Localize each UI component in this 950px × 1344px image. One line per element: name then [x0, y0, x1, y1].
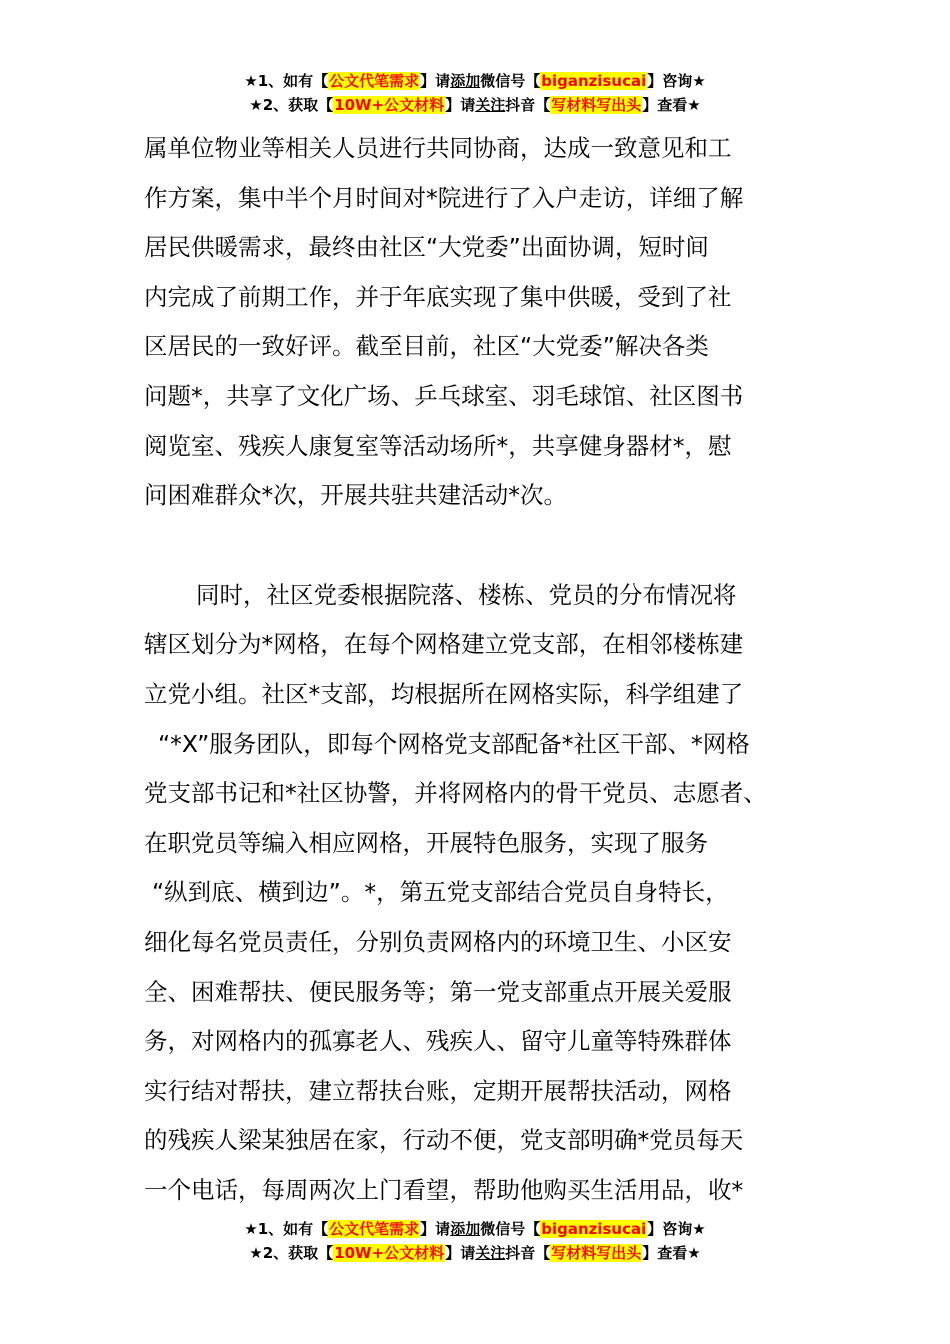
text-line: 问题*，共享了文化广场、乒乓球室、羽毛球馆、社区图书 [144, 381, 744, 410]
paragraph-gap [144, 521, 824, 571]
highlight-need: 公文代笔需求 [329, 1220, 420, 1238]
banner-line-1: ★1、如有【公文代笔需求】请添加微信号【biganzisucai】咨询★ [244, 1220, 706, 1238]
highlight-materials: 10W+公文材料 [334, 1244, 445, 1262]
text-line: 细化每名党员责任，分别负责网格内的环境卫生、小区安 [144, 927, 732, 956]
text-line: 实行结对帮扶，建立帮扶台账，定期开展帮扶活动，网格 [144, 1076, 732, 1105]
text-line: 全、困难帮扶、便民服务等；第一党支部重点开展关爱服 [144, 977, 732, 1006]
highlight-materials: 10W+公文材料 [334, 96, 445, 114]
text-line: 阅览室、残疾人康复室等活动场所*，共享健身器材*，慰 [144, 431, 732, 460]
text-line: 同时，社区党委根据院落、楼栋、党员的分布情况将 [196, 580, 737, 609]
highlight-douyin: 写材料写出头 [551, 1244, 642, 1262]
banner-line-2: ★2、获取【10W+公文材料】请关注抖音【写材料写出头】查看★ [249, 96, 701, 114]
footer-banner [0, 1218, 950, 1266]
star-icon: ★ [244, 72, 258, 90]
star-icon: ★ [249, 96, 263, 114]
star-icon: ★ [244, 1220, 258, 1238]
paragraph-2 [144, 571, 824, 1216]
banner-line-2: ★2、获取【10W+公文材料】请关注抖音【写材料写出头】查看★ [249, 1244, 701, 1262]
text-line: 在职党员等编入相应网格，开展特色服务，实现了服务 [144, 828, 708, 857]
text-line: “纵到底、横到边”。*，第五党支部结合党员自身特长， [152, 878, 729, 907]
document-body [144, 124, 824, 1215]
highlight-need: 公文代笔需求 [329, 72, 420, 90]
text-line: 内完成了前期工作，并于年底实现了集中供暖，受到了社 [144, 282, 732, 311]
text-line: “*X”服务团队，即每个网格党支部配备*社区干部、*网格 [158, 729, 750, 758]
highlight-wechat: biganzisucai [541, 1220, 647, 1238]
paragraph-1 [144, 124, 824, 521]
text-line: 问困难群众*次，开展共驻共建活动*次。 [144, 481, 567, 510]
text-line: 属单位物业等相关人员进行共同协商，达成一致意见和工 [144, 134, 732, 162]
highlight-wechat: biganzisucai [541, 72, 647, 90]
text-line: 务，对网格内的孤寡老人、残疾人、留守儿童等特殊群体 [144, 1027, 732, 1056]
text-line: 立党小组。社区*支部，均根据所在网格实际，科学组建了 [144, 679, 744, 708]
highlight-douyin: 写材料写出头 [551, 96, 642, 114]
star-icon: ★ [249, 1244, 263, 1262]
header-banner [0, 70, 950, 118]
text-line: 作方案，集中半个月时间对*院进行了入户走访，详细了解 [144, 183, 744, 212]
text-line: 党支部书记和*社区协警，并将网格内的骨干党员、志愿者、 [144, 779, 767, 808]
banner-line-1: ★1、如有【公文代笔需求】请添加微信号【biganzisucai】咨询★ [244, 72, 706, 90]
text-line: 的残疾人梁某独居在家，行动不便，党支部明确*党员每天 [144, 1126, 744, 1155]
text-line: 区居民的一致好评。截至目前，社区“大党委”解决各类 [144, 332, 709, 361]
text-line: 一个电话，每周两次上门看望，帮助他购买生活用品，收* [144, 1175, 744, 1204]
text-line: 居民供暖需求，最终由社区“大党委”出面协调，短时间 [144, 233, 709, 262]
text-line: 辖区划分为*网格，在每个网格建立党支部，在相邻楼栋建 [144, 630, 744, 659]
